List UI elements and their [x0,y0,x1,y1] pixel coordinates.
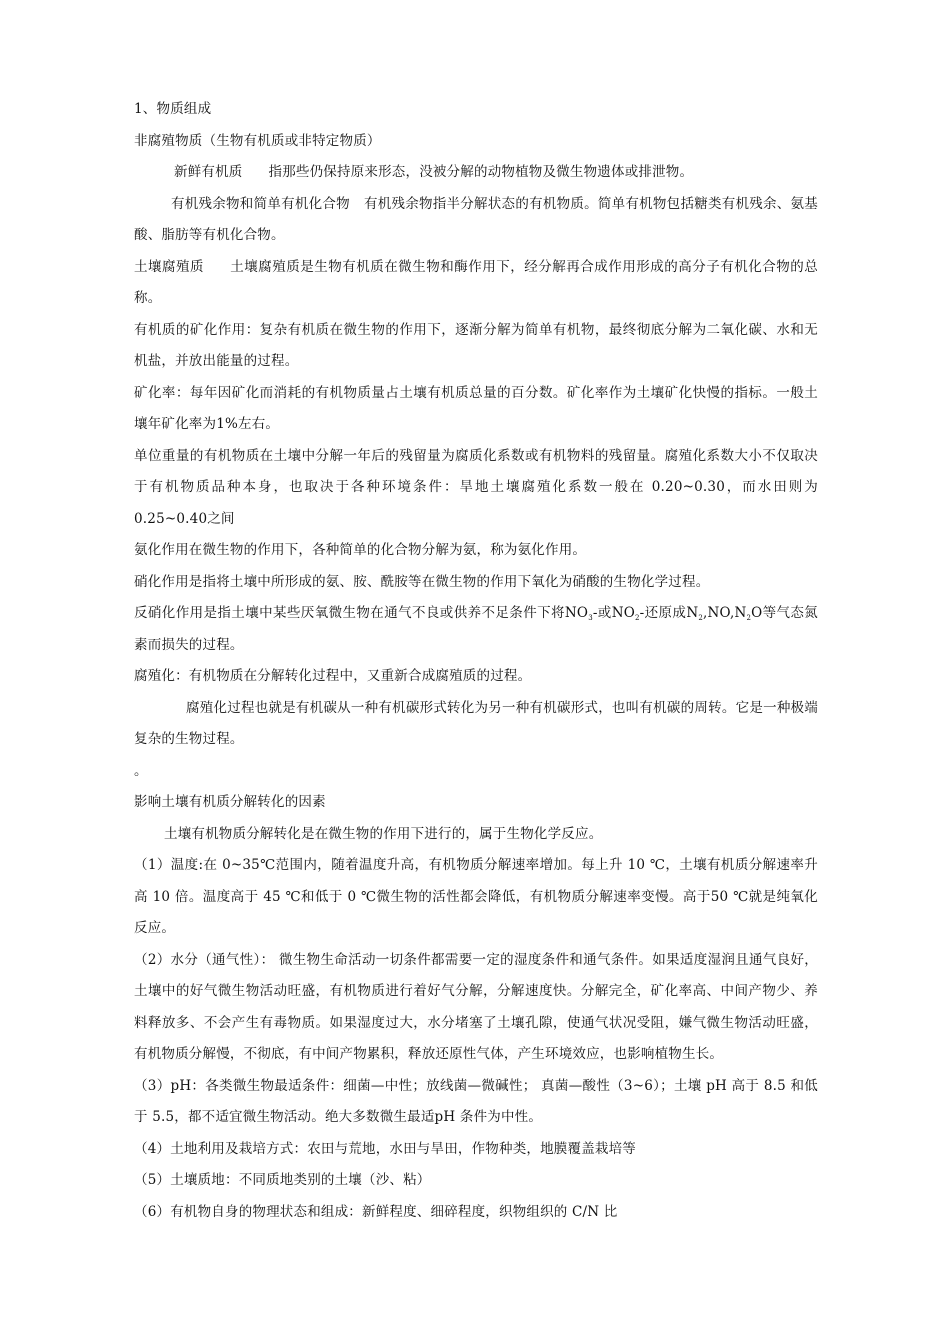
subscript-3: 3 [588,614,593,622]
denitrification-text-4: ,NO,N [703,605,747,621]
residue-term: 有机残余物和简单有机化合物 [171,195,350,212]
denitrification-paragraph [134,598,818,661]
factor-water: （2）水分（通气性）： 微生物生命活动一切条件都需要一定的湿度条件和通气条件。如果适度湿润且通气良好，土壤中的好气微生物活动旺盛，有机物质进行着好气分解，分解速度快。分解完全，矿化率高、中间产物少、养料释放多、不会产生有毒物质。如果湿度过大，水分堵塞了土壤孔隙，使通气状况受阻，嫌气微生物活动旺盛，有机物质分解慢，不彻底，有中间产物累积，释放还原性气体，产生环境效应，也影响植物生长。 [134,951,818,1062]
residue-def: 有机残余物指半分解状态的有机物质。简单有机物包括糖类有机残余、氨基酸、脂肪等有机化合物。 [134,195,818,243]
subscript-2: 2 [698,614,703,622]
section-heading-composition: 1、物质组成 [134,101,212,117]
factor-landuse: （4）土地利用及栽培方式：农田与荒地，水田与旱田，作物种类，地膜覆盖栽培等 [134,1140,636,1157]
fresh-om-term: 新鲜有机质 [174,164,243,180]
factor-ph: （3）pH：各类微生物最适条件：细菌—中性；放线菌—微碱性； 真菌—酸性（3~6）；土壤 pH 高于 8.5 和低于 5.5，都不适宜微生物活动。绝大多数微生最适pH 条件为中性。 [134,1077,818,1125]
humus-paragraph [134,252,818,315]
humus-def: 土壤腐殖质是生物有机质在微生物和酶作用下，经分解再合成作用形成的高分子有机化合物的总称。 [134,258,818,306]
ammonification-paragraph: 氨化作用在微生物的作用下，各种简单的化合物分解为氨，称为氨化作用。 [134,542,587,558]
subscript-2: 2 [746,614,752,622]
subscript-2: 2 [635,614,640,622]
nitrification-paragraph: 硝化作用是指将土壤中所形成的氨、胺、酰胺等在微生物的作用下氧化为硝酸的生物化学过程。 [134,573,710,590]
factors-title: 影响土壤有机质分解转化的因素 [134,794,326,810]
factor-texture: （5）土壤质地：不同质地类别的土壤（沙、粘） [134,1172,431,1188]
denitrification-text-5: O等气态氮素而损失的过程。 [134,605,819,653]
mineralization-rate-paragraph: 矿化率：每年因矿化而消耗的有机物质量占土壤有机质总量的百分数。矿化率作为土壤矿化快慢的指标。一般土壤年矿化率为1%左右。 [134,384,818,432]
residue-paragraph [134,189,818,252]
factor-physical: （6）有机物自身的物理状态和组成：新鲜程度、细碎程度，织物组织的 C/N 比 [134,1203,618,1220]
mineralization-paragraph: 有机质的矿化作用：复杂有机质在微生物的作用下，逐渐分解为简单有机物，最终彻底分解为二氧化碳、水和无机盐，并放出能量的过程。 [134,321,818,369]
stray-mark: 。 [134,762,148,779]
denitrification-text-3: -还原成N [639,605,699,621]
humification-paragraph: 腐殖化：有机物质在分解转化过程中，又重新合成腐殖质的过程。 [134,668,532,684]
factor-temperature: （1）温度:在 0~35℃范围内，随着温度升高，有机物质分解速率增加。每上升 10 ℃，土壤有机质分解速率升高 10 倍。温度高于 45 ℃和低于 0 ℃微生物的活性都会降低，有机物质分解速率变慢。高于50 ℃就是纯氧化反应。 [134,857,818,936]
humification-coef-paragraph: 单位重量的有机物质在土壤中分解一年后的残留量为腐质化系数或有机物料的残留量。腐殖化系数大小不仅取决于有机物质品种本身，也取决于各种环境条件：旱地土壤腐殖化系数一般在 0.20~0.30，而水田则为0.25~0.40之间 [134,447,818,527]
fresh-om-def: 指那些仍保持原来形态，没被分解的动物植物及微生物遗体或排泄物。 [268,164,694,180]
denitrification-text-1: 反硝化作用是指土壤中某些厌氧微生物在通气不良或供养不足条件下将NO [134,605,589,621]
humus-term: 土壤腐殖质 [134,258,204,275]
factors-intro: 土壤有机物质分解转化是在微生物的作用下进行的，属于生物化学反应。 [164,825,603,842]
denitrification-text-2: -或NO [592,605,635,621]
document-body [134,94,818,1228]
fresh-om-paragraph [134,157,818,189]
non-humic-title: 非腐殖物质（生物有机质或非特定物质） [134,132,381,149]
humification-detail-paragraph: 腐殖化过程也就是有机碳从一种有机碳形式转化为另一种有机碳形式，也叫有机碳的周转。它是一种极端复杂的生物过程。 [134,699,818,747]
